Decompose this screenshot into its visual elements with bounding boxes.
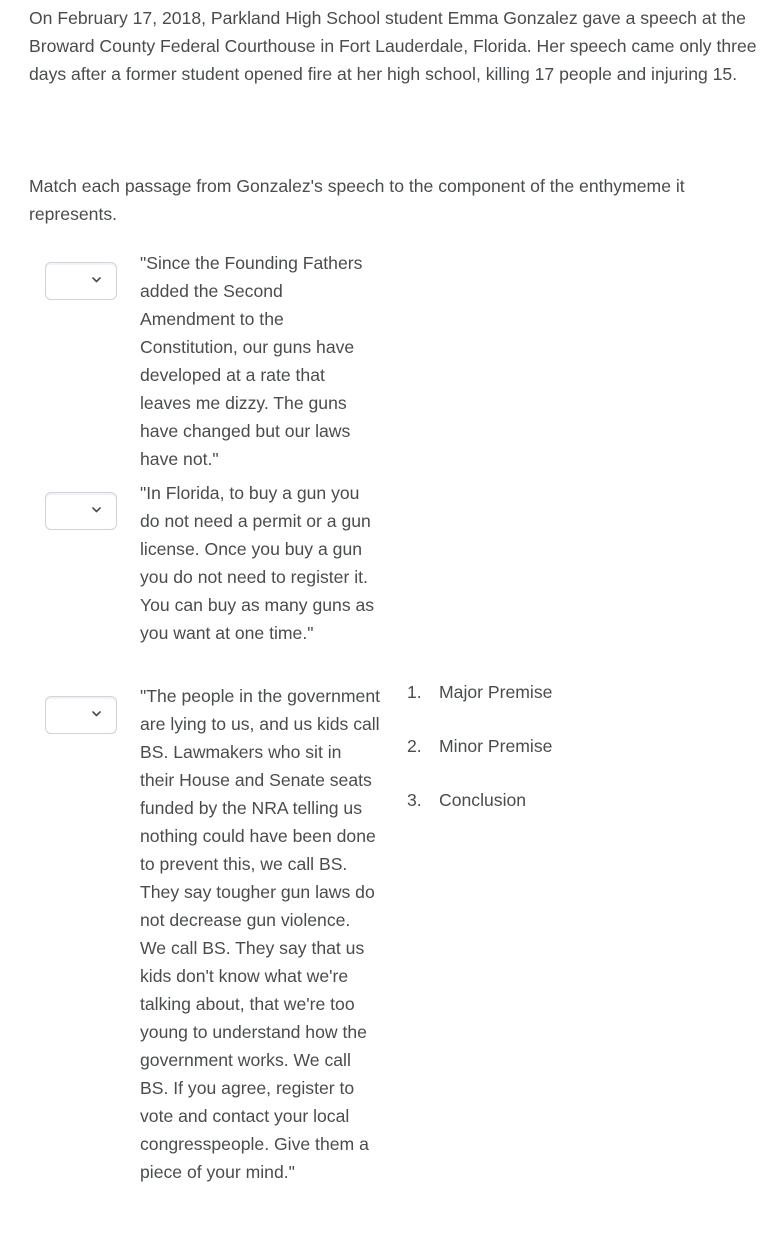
option-item-3 bbox=[407, 786, 552, 840]
option-number: 2. bbox=[407, 736, 422, 756]
chevron-down-icon bbox=[92, 507, 101, 513]
chevron-down-icon bbox=[92, 277, 101, 283]
intro-paragraph: On February 17, 2018, Parkland High School student Emma Gonzalez gave a speech at the Broward County Federal Courthouse in Fort Lauderdale, Florida. Her speech came only three days after a former student opened fire at her high school, killing 17 people and injuring 15. bbox=[29, 8, 757, 84]
answer-options-list bbox=[407, 678, 552, 840]
answer-select-3[interactable] bbox=[45, 696, 117, 734]
option-number: 3. bbox=[407, 790, 422, 810]
option-label: Conclusion bbox=[439, 790, 527, 810]
chevron-down-icon bbox=[92, 711, 101, 717]
instruction-text: Match each passage from Gonzalez's speech to the component of the enthymeme it represents. bbox=[29, 176, 685, 224]
option-item-2 bbox=[407, 732, 552, 786]
option-label: Major Premise bbox=[439, 682, 553, 702]
passage-1: "Since the Founding Fathers added the Second Amendment to the Constitution, our guns have developed at a rate that leaves me dizzy. The guns have changed but our laws have not." bbox=[140, 253, 363, 469]
option-item-1 bbox=[407, 678, 552, 732]
passage-3: "The people in the government are lying to us, and us kids call BS. Lawmakers who sit in their House and Senate seats funded by the NRA telling us nothing could have been done to prevent this, we call BS. They say tougher gun laws do not decrease gun violence. We call BS. They say that us kids don't know what we're talking about, that we're too young to understand how the government works. We call BS. If you agree, register to vote and contact your local congresspeople. Give them a piece of your mind." bbox=[140, 686, 381, 1182]
answer-select-1[interactable] bbox=[45, 262, 117, 300]
answer-select-2[interactable] bbox=[45, 492, 117, 530]
option-label: Minor Premise bbox=[439, 736, 553, 756]
passage-2: "In Florida, to buy a gun you do not need a permit or a gun license. Once you buy a gun you do not need to register it. You can buy as many guns as you want at one time." bbox=[140, 483, 375, 643]
option-number: 1. bbox=[407, 682, 422, 702]
